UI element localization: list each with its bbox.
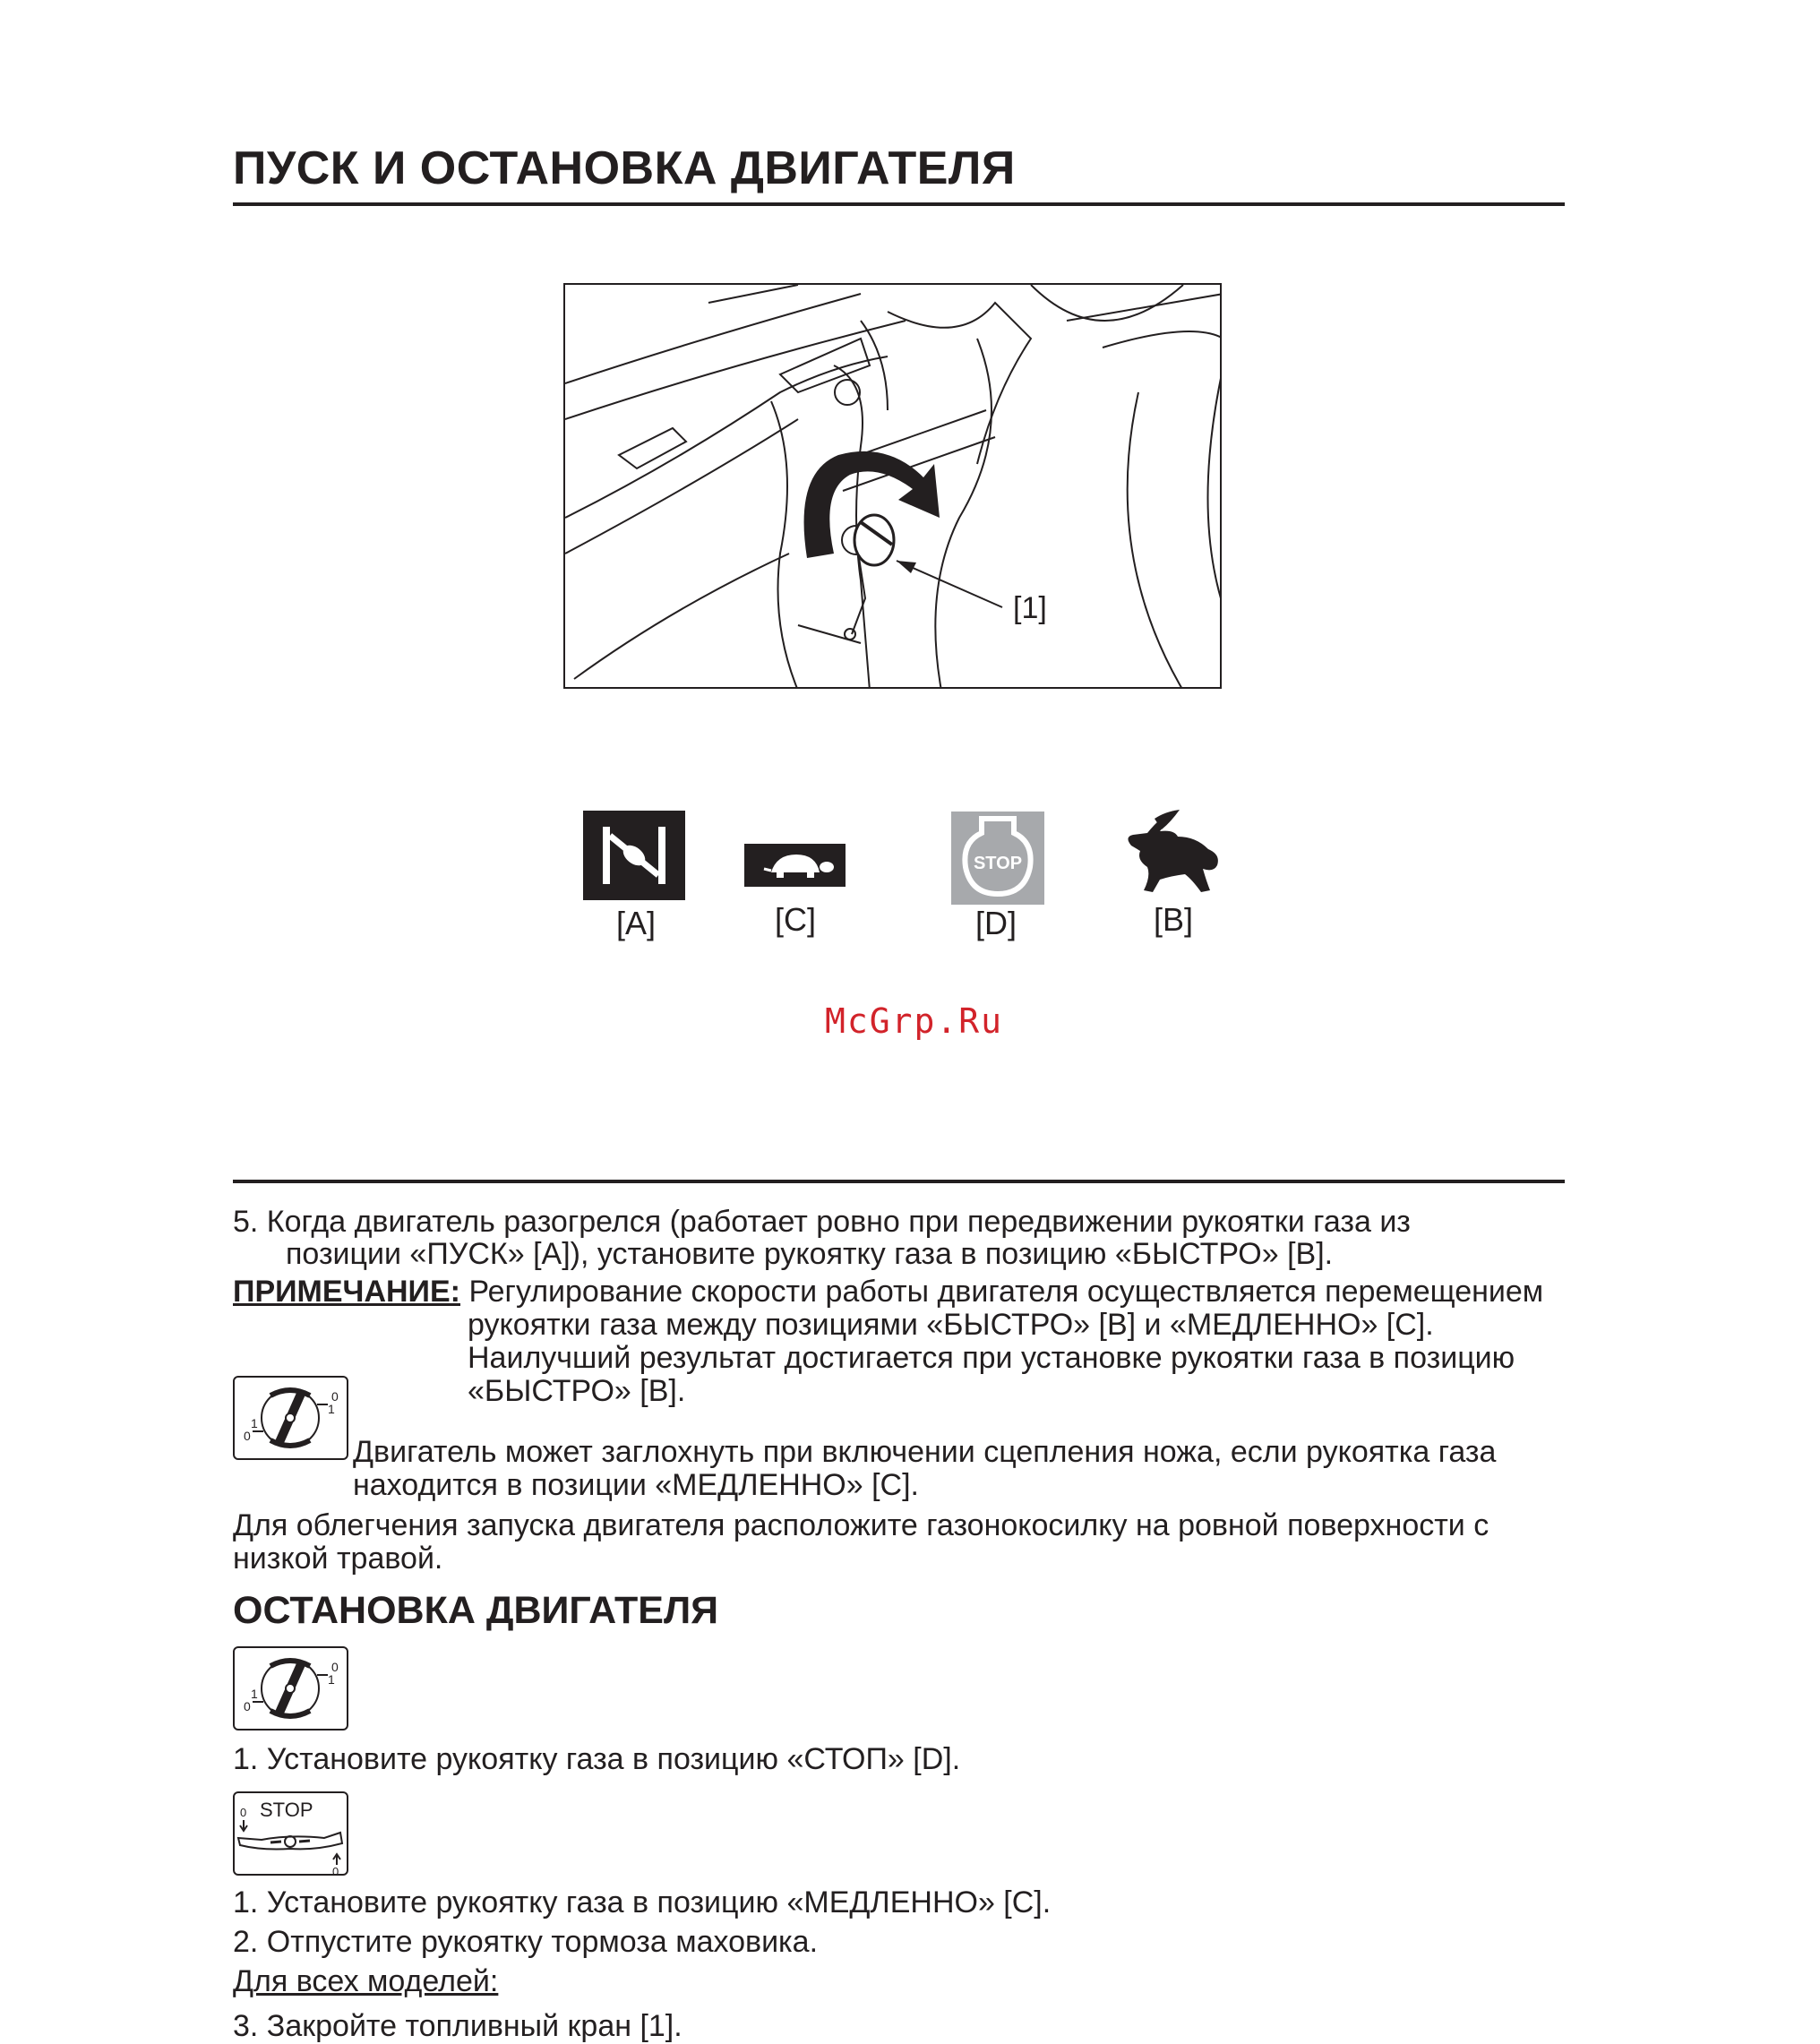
tip-line-2: низкой травой. bbox=[233, 1542, 443, 1576]
dial-one-top: 1 bbox=[328, 1402, 335, 1416]
fuel-valve-drawing bbox=[565, 285, 1222, 689]
note-text-1: Регулирование скорости работы двигателя осуществляется перемещением bbox=[460, 1275, 1544, 1309]
section-divider bbox=[233, 1180, 1565, 1183]
note-line-1 bbox=[233, 1275, 1543, 1309]
step-b-2: 2. Отпустите рукоятку тормоза маховика. bbox=[233, 1925, 819, 1959]
dial-zero-top: 0 bbox=[331, 1389, 339, 1404]
icon-label-b: [B] bbox=[1153, 901, 1193, 938]
step-b-1: 1. Установите рукоятку газа в позицию «МЕДЛЕННО» [C]. bbox=[233, 1885, 1052, 1919]
stop-icon-text: STOP bbox=[973, 854, 1023, 873]
stop-lever-symbol bbox=[233, 1791, 348, 1876]
choke-icon bbox=[583, 811, 685, 900]
dial2-one-bottom: 1 bbox=[251, 1687, 258, 1701]
throttle-dial-symbol bbox=[233, 1376, 348, 1460]
callout-label: [1] bbox=[1013, 591, 1047, 625]
watermark: McGrp.Ru bbox=[825, 1001, 1004, 1041]
turtle-slow-icon bbox=[744, 844, 846, 887]
stop-lever-zero-bottom: 0 bbox=[332, 1865, 339, 1874]
throttle-dial-symbol-2 bbox=[233, 1646, 348, 1731]
icon-label-d: [D] bbox=[974, 905, 1017, 941]
warning-line-1: Двигатель может заглохнуть при включении сцепления ножа, если рукоятка газа bbox=[353, 1435, 1497, 1469]
step-c-3: 3. Закройте топливный кран [1]. bbox=[233, 2009, 682, 2043]
stop-icon bbox=[951, 812, 1044, 905]
tip-line-1: Для облегчения запуска двигателя расположите газонокосилку на ровной поверхности с bbox=[233, 1508, 1489, 1542]
rabbit-fast-icon bbox=[1120, 810, 1226, 899]
stop-lever-text: STOP bbox=[260, 1799, 313, 1821]
step-5-line-2: позиции «ПУСК» [A]), установите рукоятку газа в позицию «БЫСТРО» [B]. bbox=[286, 1237, 1334, 1271]
note-line-2: рукоятки газа между позициями «БЫСТРО» [B] и «МЕДЛЕННО» [C]. bbox=[468, 1308, 1434, 1342]
title-divider bbox=[233, 202, 1565, 206]
all-models-heading: Для всех моделей: bbox=[233, 1964, 499, 1998]
icon-label-a: [A] bbox=[615, 905, 656, 941]
warning-line-2: находится в позиции «МЕДЛЕННО» [C]. bbox=[353, 1468, 920, 1502]
dial2-zero-bottom: 0 bbox=[244, 1699, 251, 1713]
note-label: ПРИМЕЧАНИЕ: bbox=[233, 1275, 460, 1309]
step-a-1: 1. Установите рукоятку газа в позицию «СТОП» [D]. bbox=[233, 1742, 961, 1776]
step-5-line-1: 5. Когда двигатель разогрелся (работает ровно при передвижении рукоятки газа из bbox=[233, 1205, 1411, 1239]
dial2-one-top: 1 bbox=[328, 1672, 335, 1687]
dial-one-bottom: 1 bbox=[251, 1416, 258, 1430]
dial2-zero-top: 0 bbox=[331, 1660, 339, 1674]
stop-lever-zero-top: 0 bbox=[240, 1806, 247, 1819]
section-title-stop-engine: ОСТАНОВКА ДВИГАТЕЛЯ bbox=[233, 1589, 719, 1632]
icon-label-c: [C] bbox=[774, 901, 816, 938]
fuel-valve-illustration bbox=[563, 283, 1222, 689]
note-line-3: Наилучший результат достигается при установке рукоятки газа в позицию bbox=[468, 1341, 1515, 1375]
dial-zero-bottom: 0 bbox=[244, 1429, 251, 1443]
note-line-4: «БЫСТРО» [B]. bbox=[468, 1374, 686, 1408]
page-title: ПУСК И ОСТАНОВКА ДВИГАТЕЛЯ bbox=[233, 142, 1016, 194]
